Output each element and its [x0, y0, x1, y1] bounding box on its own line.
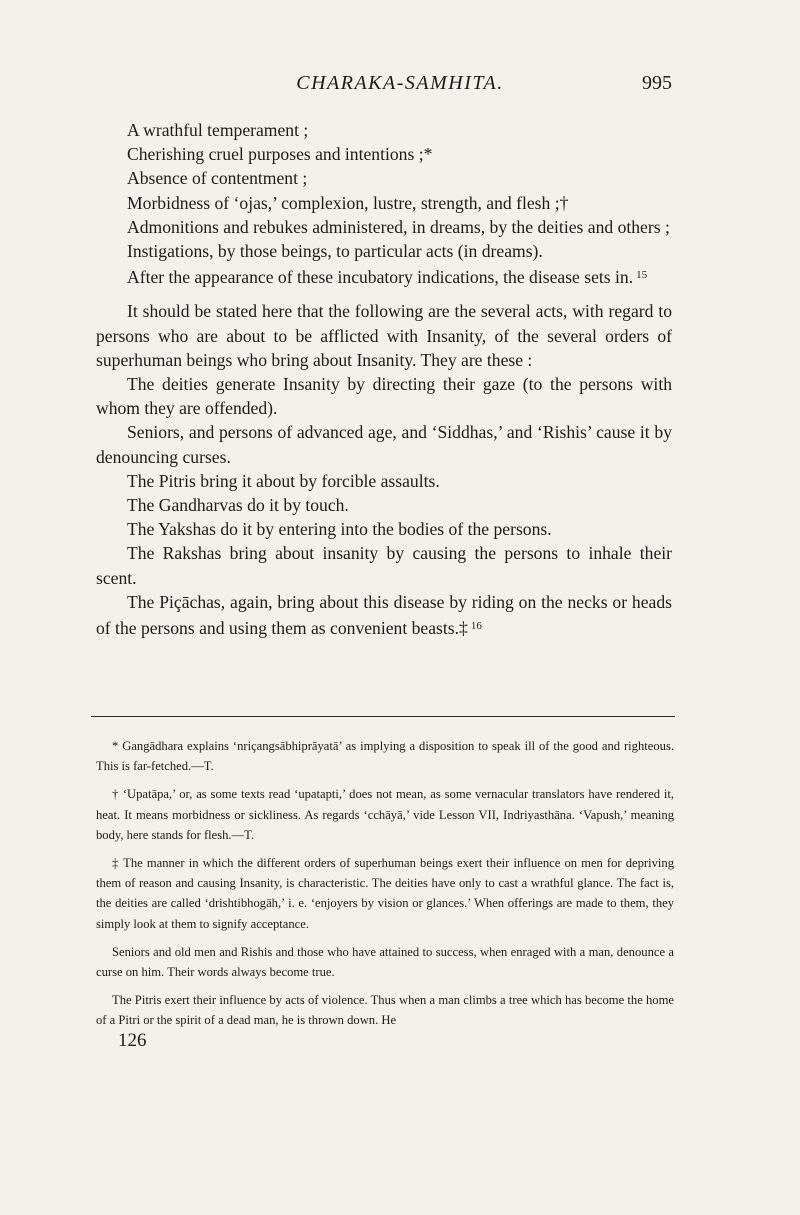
page-header [0, 72, 800, 102]
footnote: ‡ The manner in which the different orders of superhuman beings exert their influence on men for depriving them of reason and causing Insanity, is characteristic. The deities have only to cast a wrathful glance. The fact is, the deities are called ‘drishtibhogāh,’ i. e. ‘enjoyers by vision or glances.’ When offerings are made to them, they simply look at them to signify acceptance. [96, 856, 674, 931]
footnotes [96, 736, 674, 1039]
paragraph: Instigations, by those beings, to particular acts (in dreams). [127, 241, 543, 262]
paragraph: Morbidness of ‘ojas,’ complexion, lustre, strength, and flesh ;† [127, 192, 569, 213]
paragraph: Seniors, and persons of advanced age, and ‘Siddhas,’ and ‘Rishis’ cause it by denouncing curses. [96, 422, 672, 467]
paragraph: Admonitions and rebukes administered, in dreams, by the deities and others ; [127, 216, 670, 237]
paragraph: The Gandharvas do it by touch. [127, 495, 349, 516]
paragraph: The Yakshas do it by entering into the bodies of the persons. [127, 519, 552, 540]
footnote: Seniors and old men and Rishis and those who have attained to success, when enraged with a man, denounce a curse on him. Their words always become true. [96, 944, 674, 980]
main-text [96, 118, 672, 640]
paragraph: The Rakshas bring about insanity by causing the persons to inhale their scent. [96, 543, 672, 588]
page-number: 995 [642, 72, 672, 94]
paragraph: A wrathful temperament ; [127, 120, 309, 140]
running-title: CHARAKA-SAMHITA. [296, 72, 504, 94]
paragraph: After the appearance of these incubatory indications, the disease sets in. $^{15}$ [127, 267, 648, 288]
paragraph: It should be stated here that the following are the several acts, with regard to persons who are about to be afflicted with Insanity, of the several orders of superhuman beings who bring about Insanity. They are these : [96, 301, 672, 370]
footnote-divider [91, 716, 675, 717]
paragraph: Absence of contentment ; [127, 168, 308, 189]
paragraph: The Piçāchas, again, bring about this disease by riding on the necks or heads of the persons and using them as convenient beasts.‡ $^{16}$ [96, 591, 672, 639]
footnote: * Gangādhara explains ‘nriçangsābhiprāyatā’ as implying a disposition to speak ill of the good and righteous. This is far-fetched.—T. [96, 739, 674, 774]
footnote: † ‘Upatāpa,’ or, as some texts read ‘upatapti,’ does not mean, as some vernacular translators have rendered it, heat. It means morbidness or sickliness. As regards ‘cchāyā,’ vide Lesson VII, Indriyasthāna. ‘Vapush,’ meaning body, here stands for flesh.—T. [96, 787, 674, 842]
verse-number: 16 [470, 620, 482, 633]
footnote: The Pitris exert their influence by acts of violence. Thus when a man climbs a tree which has become the home of a Pitri or the spirit of a dead man, he is thrown down. He [96, 993, 674, 1028]
signature-mark: 126 [118, 1030, 147, 1051]
paragraph: Cherishing cruel purposes and intentions ;* [127, 144, 433, 165]
verse-number: 15 [636, 269, 648, 282]
paragraph: The Pitris bring it about by forcible assaults. [127, 470, 440, 491]
paragraph: The deities generate Insanity by directing their gaze (to the persons with whom they are offended). [96, 374, 672, 419]
